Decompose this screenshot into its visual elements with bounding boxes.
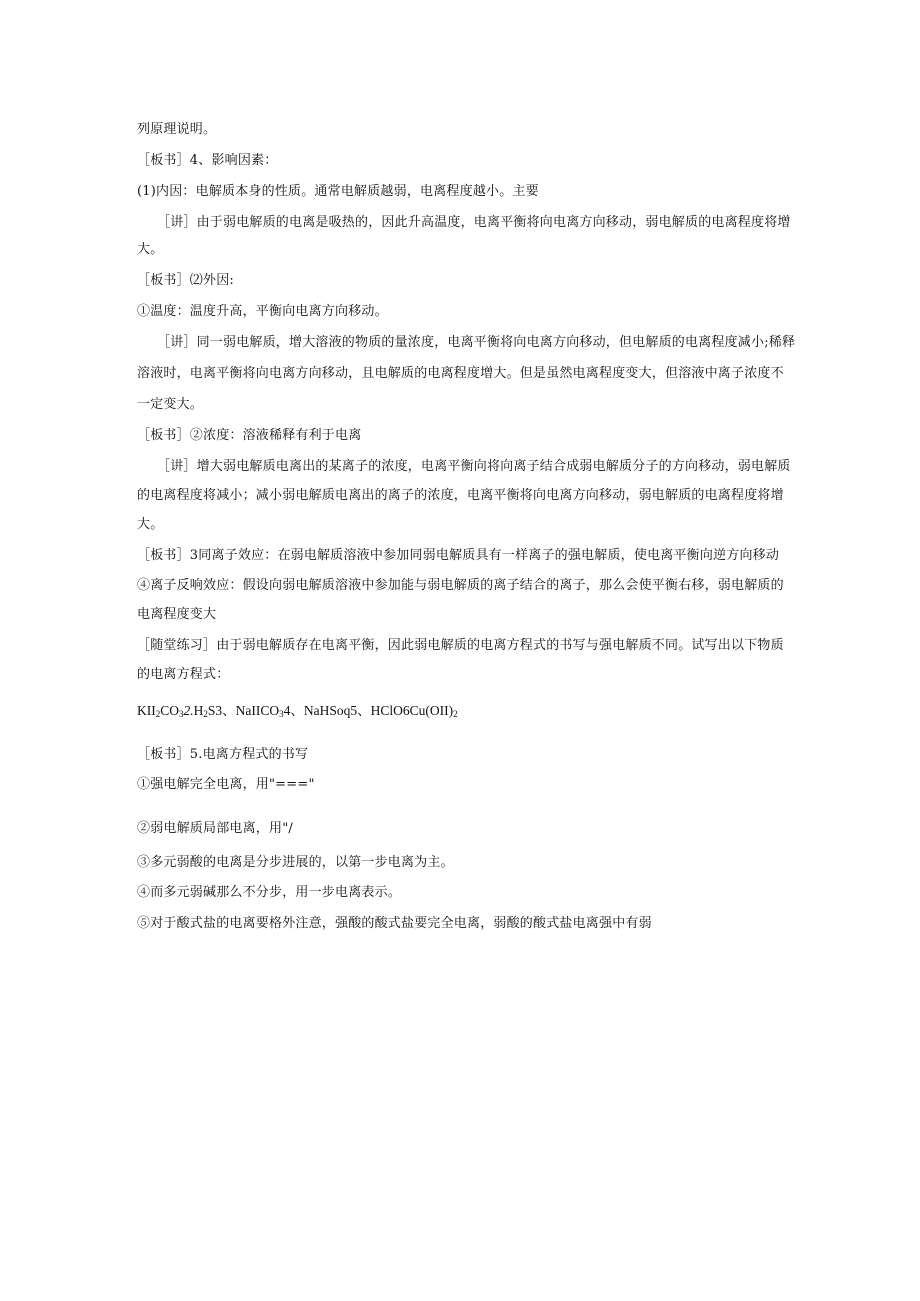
formula-line xyxy=(137,703,458,719)
text-line: 溶液时，电离平衡将向电离方向移动，且电解质的电离程度增大。但是虽然电离程度变大，但溶液中离子浓度不 xyxy=(137,366,784,381)
text-line: 的电离程度将减小；减小弱电解质电离出的离子的浓度，电离平衡将向电离方向移动，弱电解质的电离程度将增 xyxy=(137,488,784,503)
formula-part: 4、NaHSoq5、HClO6Cu(OII) xyxy=(283,703,454,718)
text-line: 一定变大。 xyxy=(137,397,204,412)
formula-subscript: 2 xyxy=(203,709,208,719)
text-line: ［随堂练习］由于弱电解质存在电离平衡，因此弱电解质的电离方程式的书写与强电解质不同。试写出以下物质 xyxy=(137,638,784,653)
text-line: ［板书］4、影响因素： xyxy=(137,153,278,168)
text-line: ［讲］同一弱电解质，增大溶液的物质的量浓度，电离平衡将向电离方向移动，但电解质的电离程度减小;稀释 xyxy=(157,335,796,350)
text-line: 大。 xyxy=(137,242,164,257)
text-line: ［讲］由于弱电解质的电离是吸热的，因此升高温度，电离平衡将向电离方向移动，弱电解质的电离程度将增 xyxy=(157,215,791,230)
text-line: 的电离方程式： xyxy=(137,667,230,682)
text-line: ［板书］②浓度：溶液稀释有利于电离 xyxy=(137,428,362,443)
text-line: ［板书］5.电离方程式的书写 xyxy=(137,747,309,762)
formula-subscript: 3 xyxy=(179,709,184,719)
text-line: ①强电解完全电离，用"===" xyxy=(137,777,315,792)
text-line: 列原理说明。 xyxy=(137,122,217,137)
text-line: ①温度：温度升高，平衡向电离方向移动。 xyxy=(137,304,388,319)
text-line: 电离程度变大 xyxy=(137,607,217,622)
text-line: ②弱电解质局部电离，用"/ xyxy=(137,821,293,836)
text-line: ［板书］3同离子效应：在弱电解质溶液中参加同弱电解质具有一样离子的强电解质，使电离平衡向逆方向移动 xyxy=(137,548,780,563)
formula-part: S3、NaIICO xyxy=(207,703,280,718)
formula-italic-part: 2. xyxy=(183,703,194,718)
formula-subscript: 2 xyxy=(453,709,458,719)
text-line: (1)内因：电解质本身的性质。通常电解质越弱，电离程度越小。主要 xyxy=(137,184,539,199)
formula-subscript: 2 xyxy=(155,709,161,719)
formula-subscript: 3 xyxy=(279,709,284,719)
text-line: 大。 xyxy=(137,517,164,532)
formula-part: KII xyxy=(137,703,156,718)
formula-part: H xyxy=(193,703,204,718)
text-line: ③多元弱酸的电离是分步进展的，以第一步电离为主。 xyxy=(137,855,454,870)
text-line: ［板书］⑵外因: xyxy=(137,273,234,288)
text-line: ④而多元弱碱那么不分步，用一步电离表示。 xyxy=(137,885,402,900)
formula-part: CO xyxy=(160,703,180,718)
text-line: ④离子反响效应：假设向弱电解质溶液中参加能与弱电解质的离子结合的离子，那么会使平衡右移，弱电解质的 xyxy=(137,578,784,593)
text-line: ［讲］增大弱电解质电离出的某离子的浓度，电离平衡向将向离子结合成弱电解质分子的方向移动，弱电解质 xyxy=(157,459,791,474)
text-line: ⑤对于酸式盐的电离要格外注意，强酸的酸式盐要完全电离，弱酸的酸式盐电离强中有弱 xyxy=(137,916,652,931)
